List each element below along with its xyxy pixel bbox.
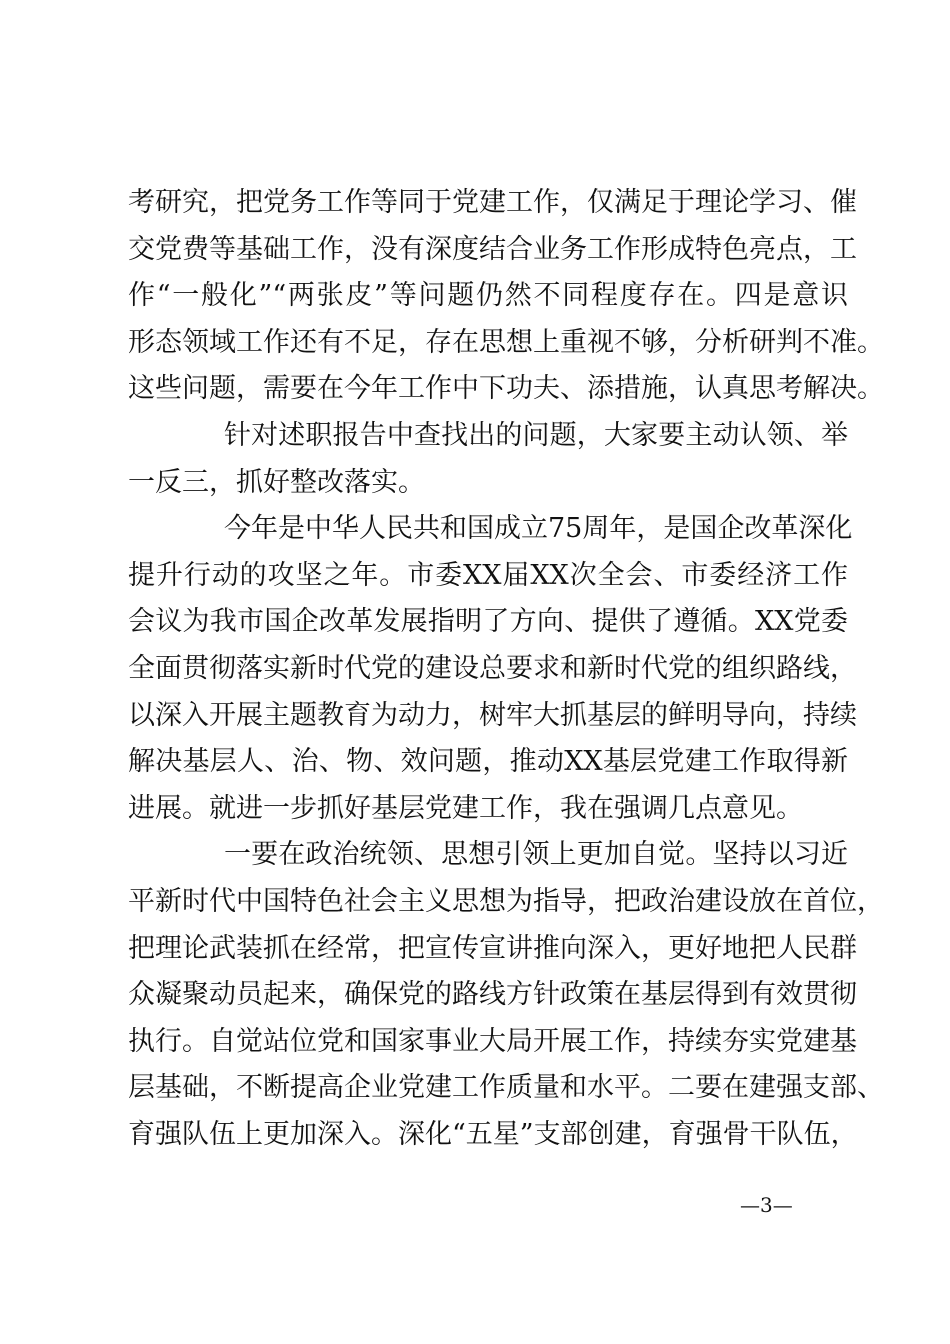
text-line: 会议为我市国企改革发展指明了方向、提供了遵循。XX党委 [128, 606, 848, 638]
text-line: 解决基层人、治、物、效问题，推动XX基层党建工作取得新 [128, 746, 848, 778]
body-text [128, 180, 884, 1158]
text-line: 作“一般化”“两张皮”等问题仍然不同程度存在。四是意识 [128, 280, 848, 312]
text-line: 考研究，把党务工作等同于党建工作，仅满足于理论学习、催 [128, 187, 857, 218]
text-line: 平新时代中国特色社会主义思想为指导，把政治建设放在首位， [128, 885, 884, 917]
text-line: 一要在政治统领、思想引领上更加自觉。坚持以习近 [224, 839, 848, 871]
text-line: 针对述职报告中查找出的问题，大家要主动认领、举 [224, 419, 848, 451]
text-line: 把理论武装抓在经常，把宣传宣讲推向深入，更好地把人民群 [128, 932, 857, 964]
text-line: 一反三，抓好整改落实。 [128, 466, 425, 498]
text-line: 执行。自觉站位党和国家事业大局开展工作，持续夯实党建基 [128, 1025, 857, 1057]
text-line: 交党费等基础工作，没有深度结合业务工作形成特色亮点，工 [128, 233, 857, 265]
text-line: 今年是中华人民共和国成立75周年，是国企改革深化 [224, 513, 853, 545]
page-number: —3— [740, 1193, 793, 1217]
text-line: 形态领域工作还有不足，存在思想上重视不够，分析研判不准。 [128, 326, 884, 358]
text-line: 育强队伍上更加深入。深化“五星”支部创建，育强骨干队伍， [128, 1118, 858, 1150]
text-line: 众凝聚动员起来，确保党的路线方针政策在基层得到有效贯彻 [128, 979, 857, 1011]
text-line: 提升行动的攻坚之年。市委XX届XX次全会、市委经济工作 [128, 559, 848, 591]
text-line: 以深入开展主题教育为动力，树牢大抓基层的鲜明导向，持续 [128, 699, 857, 731]
text-line: 层基础，不断提高企业党建工作质量和水平。二要在建强支部、 [128, 1072, 884, 1104]
text-line: 全面贯彻落实新时代党的建设总要求和新时代党的组织路线， [128, 652, 857, 684]
text-line: 进展。就进一步抓好基层党建工作，我在强调几点意见。 [128, 792, 803, 824]
text-line: 这些问题，需要在今年工作中下功夫、添措施，认真思考解决。 [128, 373, 884, 405]
